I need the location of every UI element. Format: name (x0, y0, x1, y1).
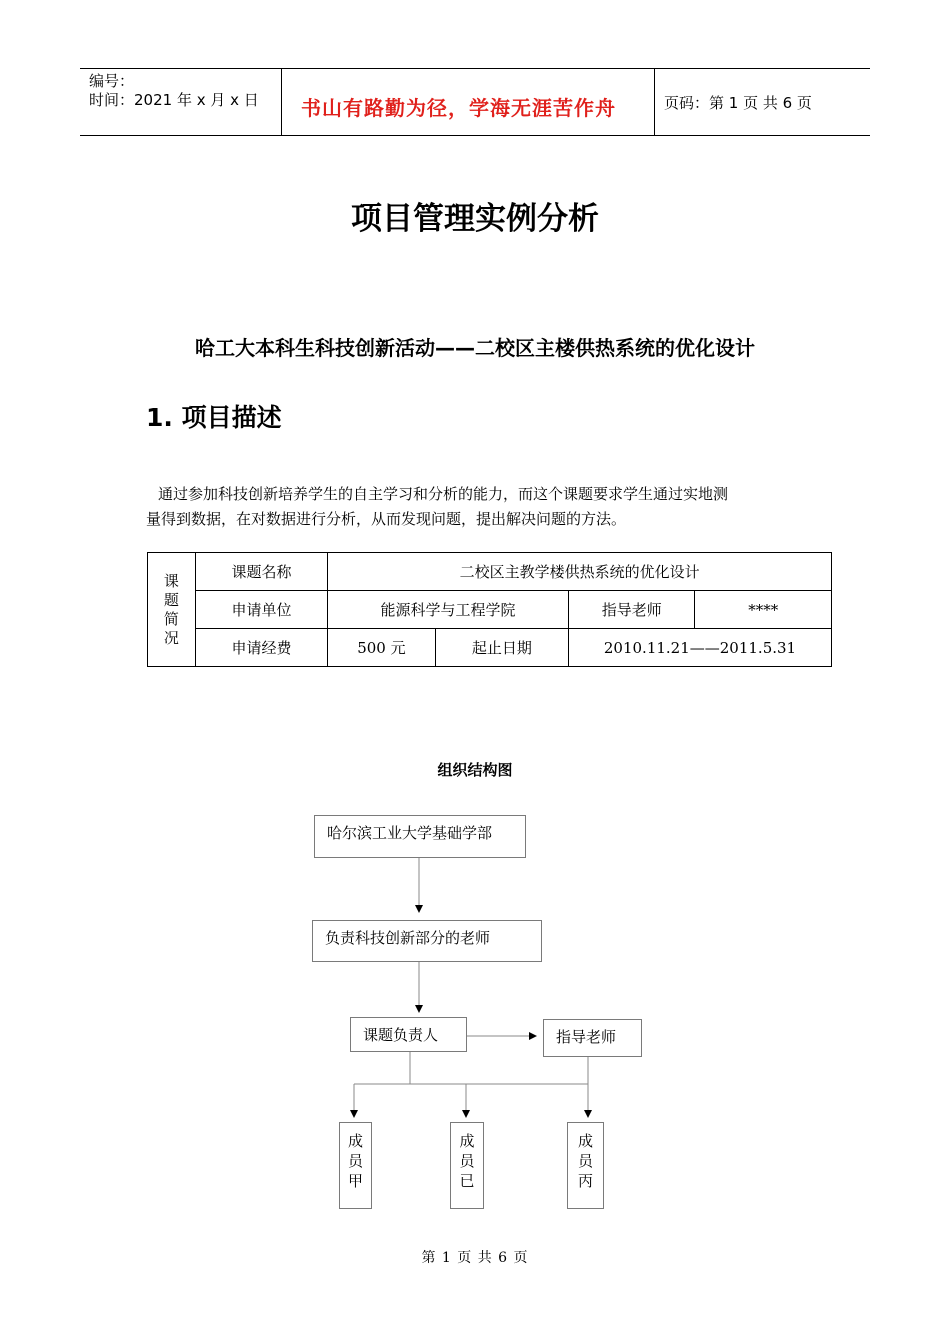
document-title: 项目管理实例分析 (351, 201, 599, 237)
dates-label: 起止日期 (435, 629, 568, 667)
org-node-member-3 (567, 1122, 604, 1209)
unit-value: 能源科学与工程学院 (328, 591, 569, 629)
side-label-char: 况 (163, 628, 179, 647)
org-chart-title: 组织结构图 (437, 761, 513, 779)
member-char: 丙 (577, 1172, 593, 1190)
member-char: 已 (459, 1172, 475, 1190)
member-char: 员 (577, 1152, 593, 1170)
header-page-info: 页码：第 1 页 共 6 页 (664, 94, 812, 112)
funding-label: 申请经费 (195, 629, 327, 667)
member-char: 成 (347, 1132, 363, 1150)
org-node-label: 指导老师 (556, 1028, 617, 1046)
org-node-project-leader (350, 1017, 467, 1052)
org-node-university-department (314, 815, 526, 858)
org-node-member-1 (339, 1122, 372, 1209)
header-time-label: 时间：2021 年 x 月 x 日 (89, 91, 259, 109)
org-node-innovation-teacher (312, 920, 542, 962)
member-char: 成 (459, 1132, 475, 1150)
side-label-char: 课 (163, 571, 179, 590)
advisor-value: **** (695, 591, 832, 629)
header-number-label: 编号： (89, 72, 135, 90)
topic-name-value: 二校区主教学楼供热系统的优化设计 (328, 553, 832, 591)
member-char: 员 (459, 1152, 475, 1170)
section-heading-project-description: 1. 项目描述 (146, 403, 282, 432)
org-node-label: 哈尔滨工业大学基础学部 (327, 824, 493, 842)
org-node-advisor (543, 1019, 642, 1057)
advisor-label: 指导老师 (568, 591, 694, 629)
document-subtitle: 哈工大本科生科技创新活动——二校区主楼供热系统的优化设计 (195, 336, 755, 360)
topic-name-label: 课题名称 (195, 553, 327, 591)
header-motto: 书山有路勤为径，学海无涯苦作舟 (301, 96, 616, 120)
side-label-char: 题 (163, 590, 179, 609)
org-node-label: 负责科技创新部分的老师 (325, 929, 491, 947)
org-node-label: 课题负责人 (363, 1026, 439, 1044)
side-label-char: 简 (163, 609, 179, 628)
member-char: 成 (577, 1132, 593, 1150)
unit-label: 申请单位 (195, 591, 327, 629)
paragraph-line-2: 量得到数据，在对数据进行分析，从而发现问题，提出解决问题的方法。 (146, 510, 627, 528)
dates-value: 2010.11.21——2011.5.31 (568, 629, 831, 667)
paragraph-line-1: 通过参加科技创新培养学生的自主学习和分析的能力，而这个课题要求学生通过实地测 (158, 485, 729, 503)
funding-value: 500 元 (328, 629, 436, 667)
org-node-member-2 (450, 1122, 484, 1209)
footer-page-number: 第 1 页 共 6 页 (421, 1250, 529, 1266)
member-char: 员 (347, 1152, 363, 1170)
member-char: 甲 (347, 1172, 363, 1190)
